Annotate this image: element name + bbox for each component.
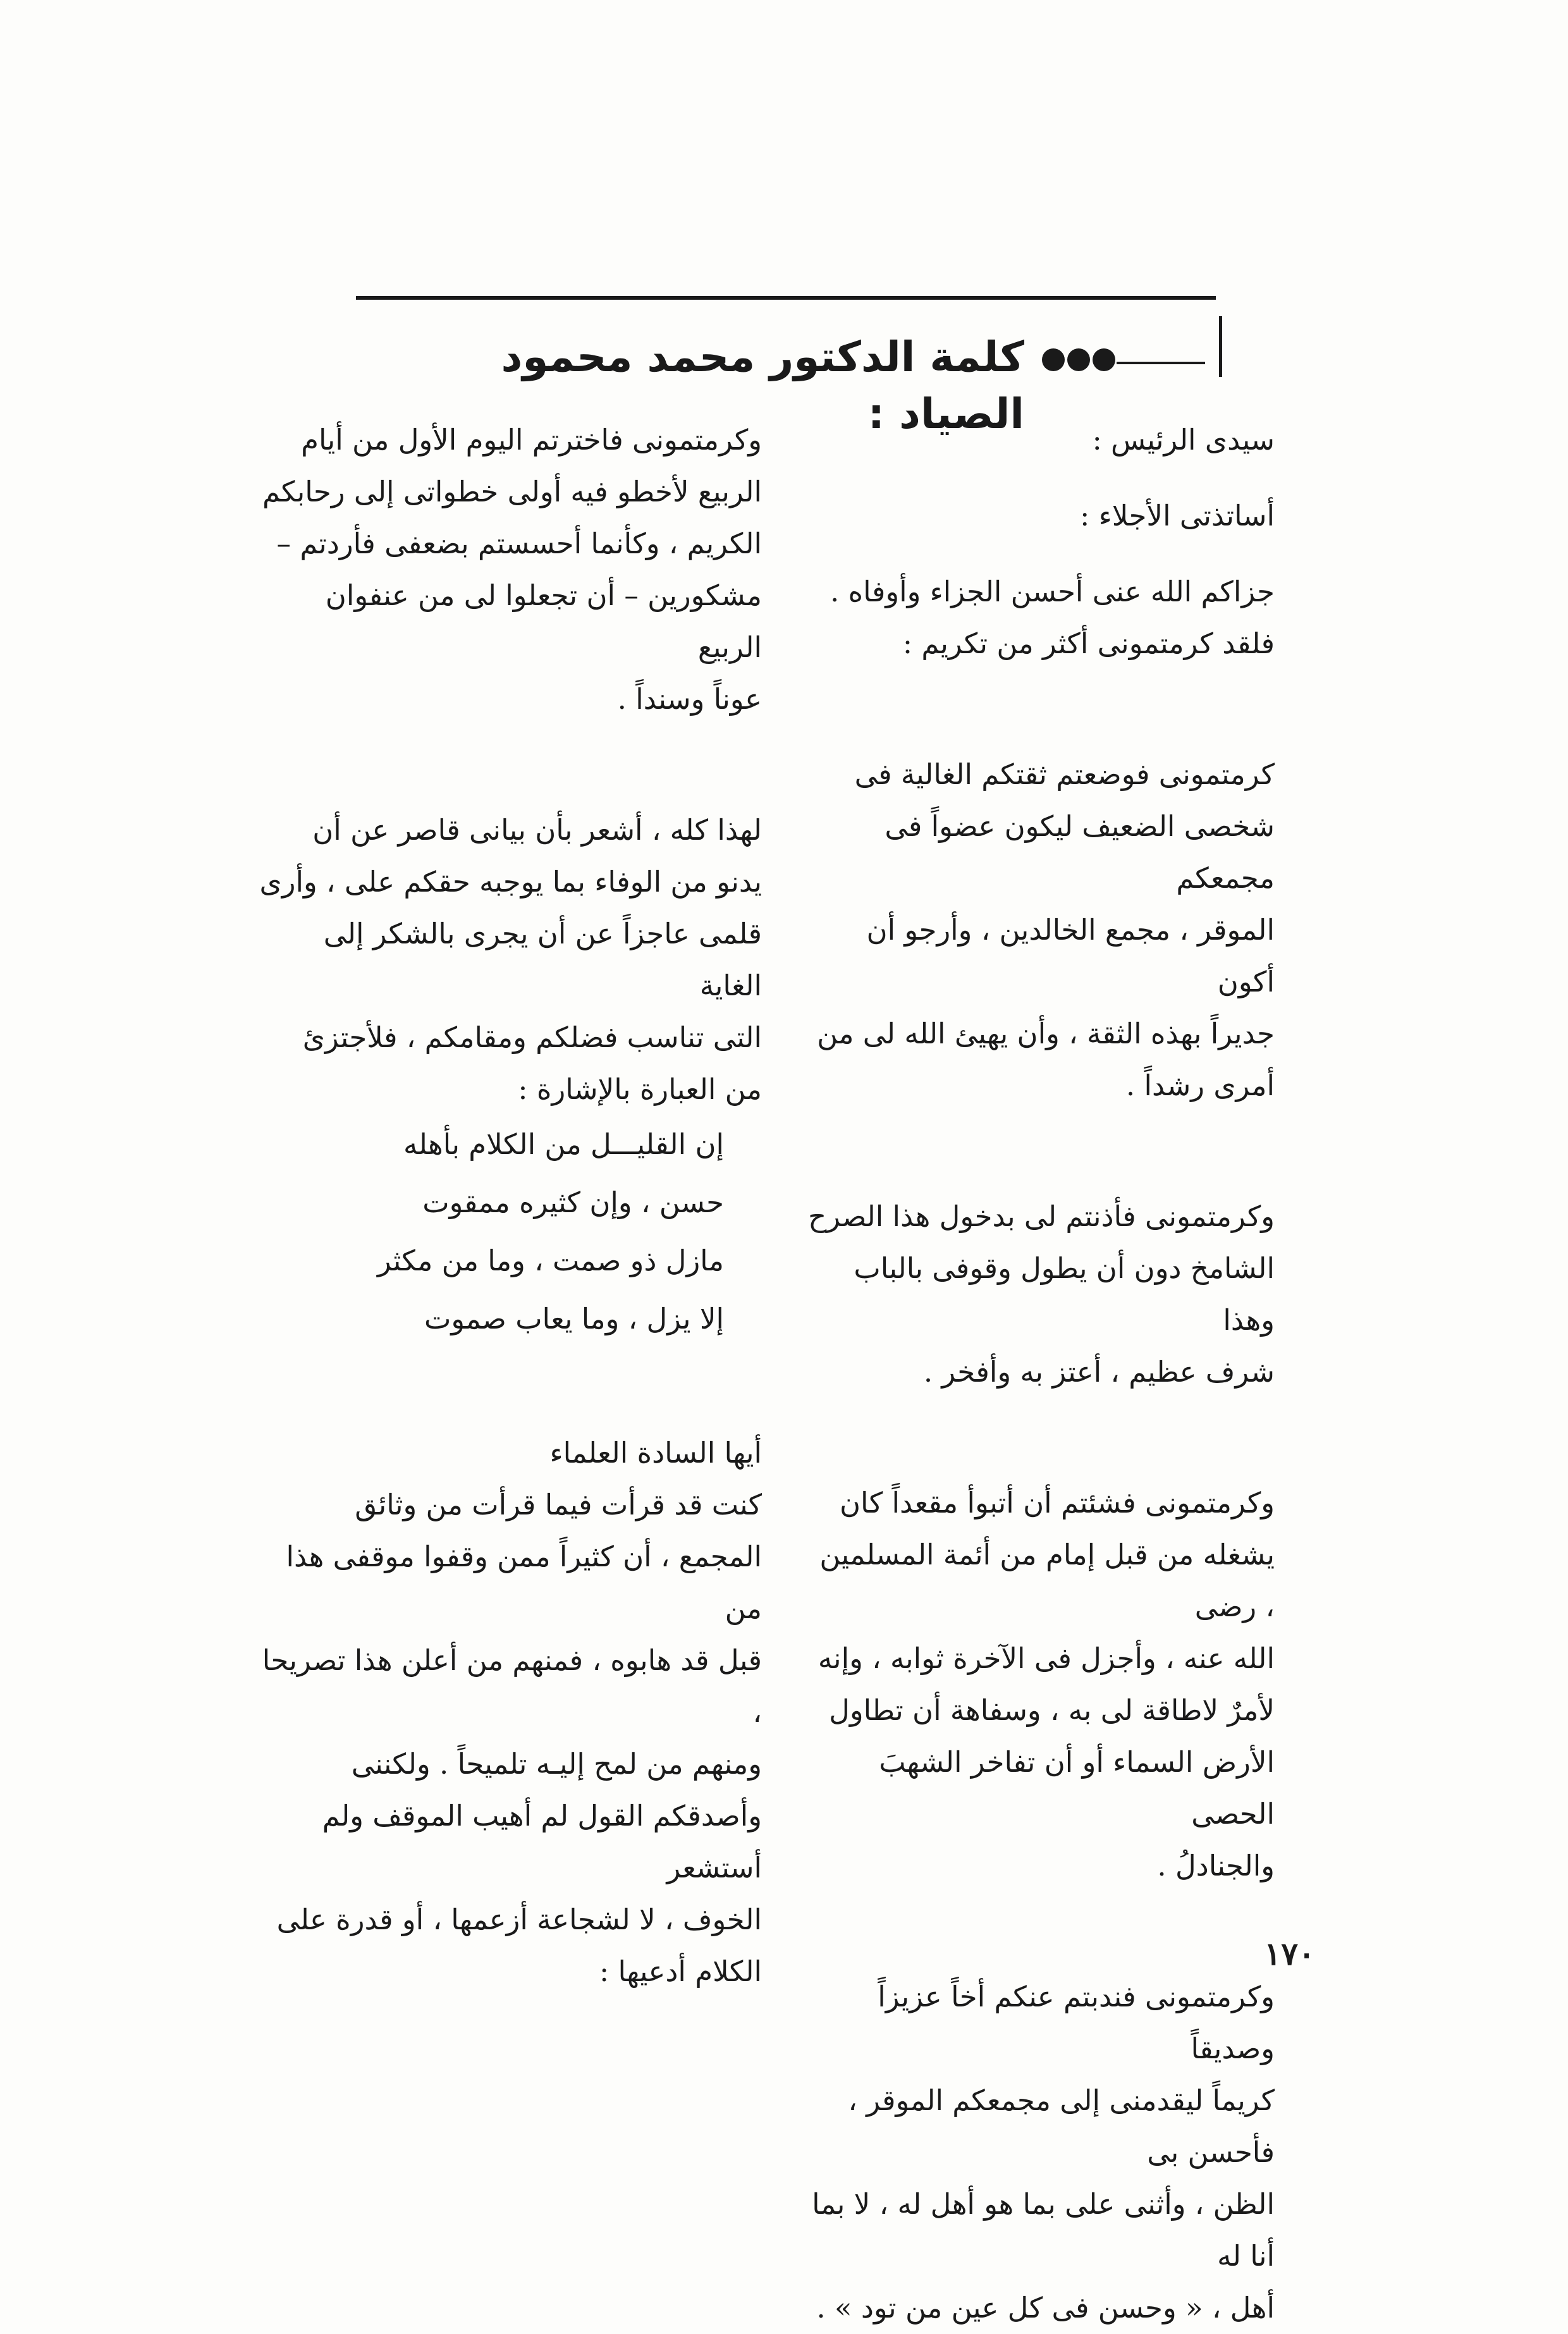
text-line: كنت قد قرأت فيما قرأت من وثائق [355, 1488, 762, 1521]
text-line: وأصدقكم القول لم أهيب الموقف ولم أستشعر [322, 1799, 762, 1884]
text-line: قلمى عاجزاً عن أن يجرى بالشكر إلى الغاية [323, 917, 762, 1002]
text-line: وكرمتمونى فأذنتم لى بدخول هذا الصرح [808, 1200, 1275, 1233]
text-line: من العبارة بالإشارة : [518, 1072, 762, 1106]
text-line: يشغله من قبل إمام من أئمة المسلمين ، رضى [819, 1538, 1275, 1623]
text-line: المجمع ، أن كثيراً ممن وقفوا موقفى هذا من [286, 1540, 762, 1625]
paragraph [807, 1971, 1275, 2334]
text-line: الكريم ، وكأنما أحسستم بضعفى فأردتم – [276, 527, 762, 560]
verse-line: إلا يزل ، وما يعاب صموت [424, 1302, 724, 1336]
heading-dash-line [1117, 362, 1205, 364]
text-line: شرف عظيم ، أعتز به وأفخر . [923, 1355, 1275, 1389]
right-column [807, 414, 1275, 2334]
paragraph [807, 1191, 1275, 1398]
text-line: فلقد كرمتمونى أكثر من تكريم : [902, 627, 1275, 660]
text-line: وكرمتمونى فاخترتم اليوم الأول من أيام [301, 423, 762, 457]
text-line: الظن ، وأثنى على بما هو أهل له ، لا بما أنا له [812, 2187, 1275, 2273]
paragraph [256, 804, 762, 1115]
salutation-line: أساتذتى الأجلاء : [1080, 499, 1275, 532]
paragraph [807, 566, 1275, 670]
text-line: الموقر ، مجمع الخالدين ، وأرجو أن أكون [866, 913, 1275, 998]
text-line: أهل ، « وحسن فى كل عين من تود » . [816, 2291, 1275, 2325]
heading-ornament-dots [1042, 345, 1118, 374]
paragraph [256, 1479, 762, 1998]
text-line: شخصى الضعيف ليكون عضواً فى مجمعكم [885, 809, 1275, 895]
poem-verses [256, 1115, 762, 1348]
text-line: لهذا كله ، أشعر بأن بيانى قاصر عن أن [312, 813, 762, 847]
text-line: الأرض السماء أو أن تفاخر الشهبَ الحصى [879, 1745, 1275, 1831]
text-line: الله عنه ، وأجزل فى الآخرة ثوابه ، وإنه [818, 1642, 1275, 1675]
text-line: وكرمتمونى فشئتم أن أتبوأ مقعداً كان [839, 1486, 1275, 1520]
text-line: الخوف ، لا لشجاعة أزعمها ، أو قدرة على [276, 1903, 762, 1936]
paragraph [256, 414, 762, 725]
text-line: عوناً وسنداً . [617, 682, 762, 716]
text-line: لأمرٌ لاطاقة لى به ، وسفاهة أن تطاول [829, 1693, 1275, 1727]
text-line: التى تناسب فضلكم ومقامكم ، فلأجتزئ [302, 1021, 762, 1054]
text-line: قبل قد هابوه ، فمنهم من أعلن هذا تصريحا ، [262, 1643, 762, 1729]
text-line: جديراً بهذه الثقة ، وأن يهيئ الله لى من [817, 1017, 1275, 1050]
page-number: ١٧٠ [1264, 1935, 1315, 1972]
text-line: كريماً ليقدمنى إلى مجمعكم الموقر ، فأحسن بى [848, 2084, 1275, 2169]
paragraph [807, 749, 1275, 1112]
text-line: كرمتمونى فوضعتم ثقتكم الغالية فى [854, 758, 1275, 791]
text-line: وكرمتمونى فندبتم عنكم أخاً عزيزاً وصديقاً [878, 1980, 1275, 2065]
page-heading: كلمة الدكتور محمد محمود الصياد : [501, 333, 1024, 438]
verse-line: مازل ذو صمت ، وما من مكثر [377, 1244, 724, 1277]
text-line: الربيع لأخطو فيه أولى خطواتى إلى رحابكم [262, 475, 762, 508]
heading-vertical-bar [1219, 316, 1222, 377]
left-column [256, 414, 762, 1998]
text-line: والجنادلُ . [1157, 1849, 1275, 1883]
paragraph [807, 1477, 1275, 1892]
address-line: أيها السادة العلماء [549, 1436, 762, 1470]
verse-line: إن القليـــل من الكلام بأهله [403, 1127, 724, 1161]
top-rule [356, 296, 1216, 300]
text-line: أمرى رشداً . [1125, 1069, 1275, 1102]
text-line: ومنهم من لمح إليـه تلميحاً . ولكننى [351, 1747, 762, 1781]
text-line: الشامخ دون أن يطول وقوفى بالباب وهذا [854, 1251, 1275, 1337]
salutation-line: سيدى الرئيس : [1092, 423, 1275, 457]
text-line: جزاكم الله عنى أحسن الجزاء وأوفاه . [830, 575, 1275, 608]
text-line: الكلام أدعيها : [599, 1955, 762, 1988]
text-line: يدنو من الوفاء بما يوجبه حقكم على ، وأرى [259, 865, 762, 899]
verse-line: حسن ، وإن كثيره ممقوت [422, 1186, 724, 1219]
text-line: مشكورين – أن تجعلوا لى من عنفوان الربيع [325, 579, 762, 664]
